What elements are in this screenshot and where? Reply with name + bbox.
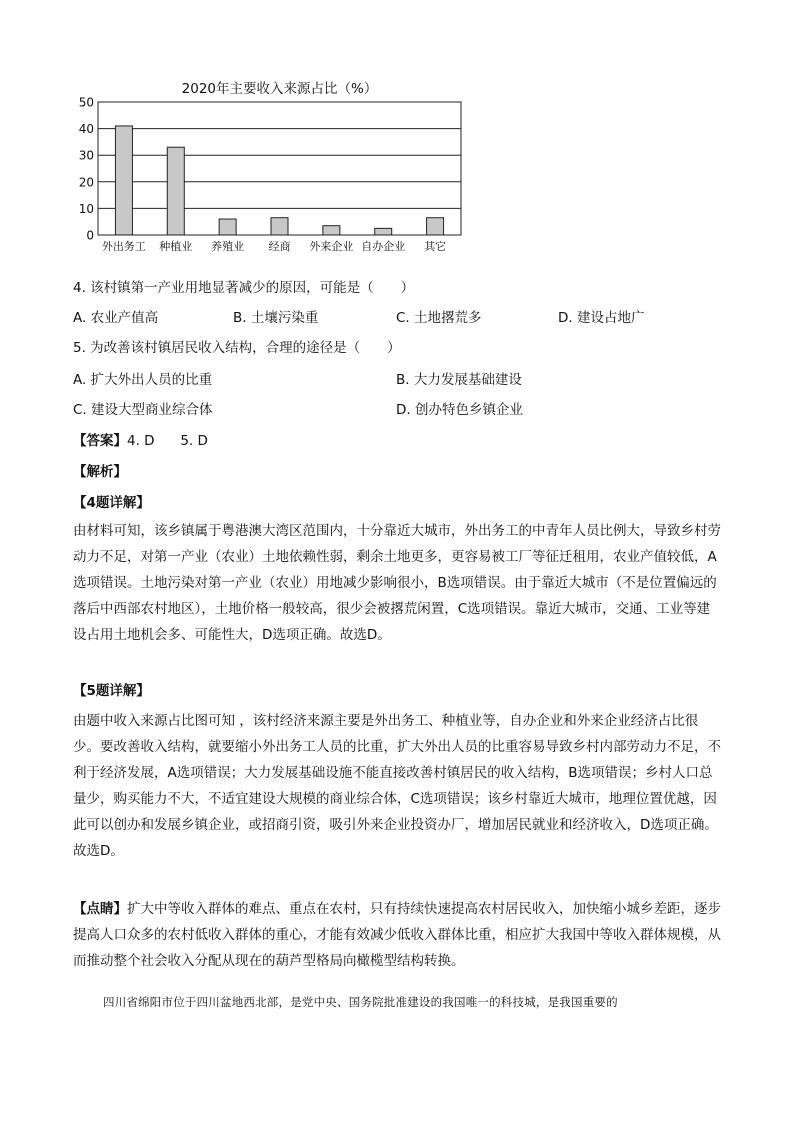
- q5-option-d: D. 创办特色乡镇企业: [396, 402, 523, 418]
- income-source-bar-chart: [68, 74, 478, 264]
- bar: [427, 218, 444, 235]
- chart-title: 2020年主要收入来源占比（%）: [181, 81, 378, 97]
- y-tick-label: 0: [86, 228, 94, 243]
- x-tick-label: 其它: [424, 240, 447, 253]
- x-tick-label: 外来企业: [309, 240, 354, 253]
- q5-option-a: A. 扩大外出人员的比重: [73, 372, 213, 388]
- detail5-paragraph: [73, 708, 723, 864]
- detail5-text: 由题中收入来源占比图可知 ，该村经济来源主要是外出务工、种植业等，自办企业和外来企业经济占比很少。要改善收入结构，就要缩小外出务工人员的比重，扩大外出人员的比重容易导致乡村内部劳动力不足，不利于经济发展，A选项错误；大力发展基础设施不能直接改善村镇居民的收入结构，B选项错误；乡村人口总量少，购买能力不大，不适宜建设大规模的商业综合体，C选项错误；该乡村靠近大城市，地理位置优越，因此可以创办和发展乡镇企业，或招商引资，吸引外来企业投资办厂，增加居民就业和经济收入，D选项正确。故选D。: [73, 713, 721, 859]
- tip-label: 【点睛】: [73, 901, 127, 917]
- bar: [115, 126, 132, 235]
- answer-text: 4. D 5. D: [127, 433, 208, 449]
- bar: [375, 228, 392, 235]
- detail5-label: 【5题详解】: [73, 683, 150, 699]
- analysis-label: 【解析】: [73, 464, 127, 480]
- x-tick-label: 种植业: [159, 240, 193, 253]
- bar: [271, 218, 288, 235]
- tip-text: 扩大中等收入群体的难点、重点在农村，只有持续快速提高农村居民收入，加快缩小城乡差距，逐步提高人口众多的农村低收入群体的重心，才能有效减少低收入群体比重，相应扩大我国中等收入群体规模，从而推动整个社会收入分配从现在的葫芦型格局向橄榄型结构转换。: [73, 901, 721, 969]
- x-tick-label: 养殖业: [211, 240, 245, 253]
- answer-label: 【答案】: [73, 433, 127, 449]
- q4-stem: 4. 该村镇第一产业用地显著减少的原因，可能是（ ）: [73, 280, 415, 296]
- plot-frame: [98, 102, 461, 235]
- y-tick-label: 40: [78, 122, 94, 137]
- q4-option-a: A. 农业产值高: [73, 310, 159, 326]
- q5-option-b: B. 大力发展基础建设: [396, 372, 522, 388]
- answer-line: [73, 431, 208, 451]
- y-tick-label: 10: [78, 201, 94, 216]
- x-tick-label: 自办企业: [361, 240, 406, 253]
- next-material-line: 四川省绵阳市位于四川盆地西北部，是党中央、国务院批准建设的我国唯一的科技城，是我国重要的: [103, 995, 618, 1009]
- x-tick-label: 外出务工: [101, 240, 146, 253]
- q5-option-c: C. 建设大型商业综合体: [73, 402, 213, 418]
- detail4-paragraph: [73, 518, 723, 648]
- detail4-label: 【4题详解】: [73, 495, 150, 511]
- y-tick-label: 20: [78, 175, 94, 190]
- y-tick-label: 30: [78, 148, 94, 163]
- x-tick-label: 经商: [268, 240, 291, 253]
- q4-option-c: C. 土地撂荒多: [396, 310, 482, 326]
- q4-option-b: B. 土壤污染重: [233, 310, 319, 326]
- tip-paragraph: [73, 896, 723, 974]
- bar: [219, 219, 236, 235]
- bar: [323, 226, 340, 235]
- q4-option-d: D. 建设占地广: [558, 310, 645, 326]
- y-tick-label: 50: [78, 95, 94, 110]
- bar: [167, 147, 184, 235]
- q5-stem: 5. 为改善该村镇居民收入结构，合理的途径是（ ）: [73, 340, 401, 356]
- detail4-text: 由材料可知，该乡镇属于粤港澳大湾区范围内，十分靠近大城市，外出务工的中青年人员比例大，导致乡村劳动力不足，对第一产业（农业）土地依赖性弱，剩余土地更多，更容易被工厂等征迁租用，农业产值较低，A选项错误。土地污染对第一产业（农业）用地减少影响很小，B选项错误。由于靠近大城市（不是位置偏远的落后中西部农村地区），土地价格一般较高，很少会被撂荒闲置，C选项错误。靠近大城市，交通、工业等建设占用土地机会多、可能性大，D选项正确。故选D。: [73, 523, 721, 643]
